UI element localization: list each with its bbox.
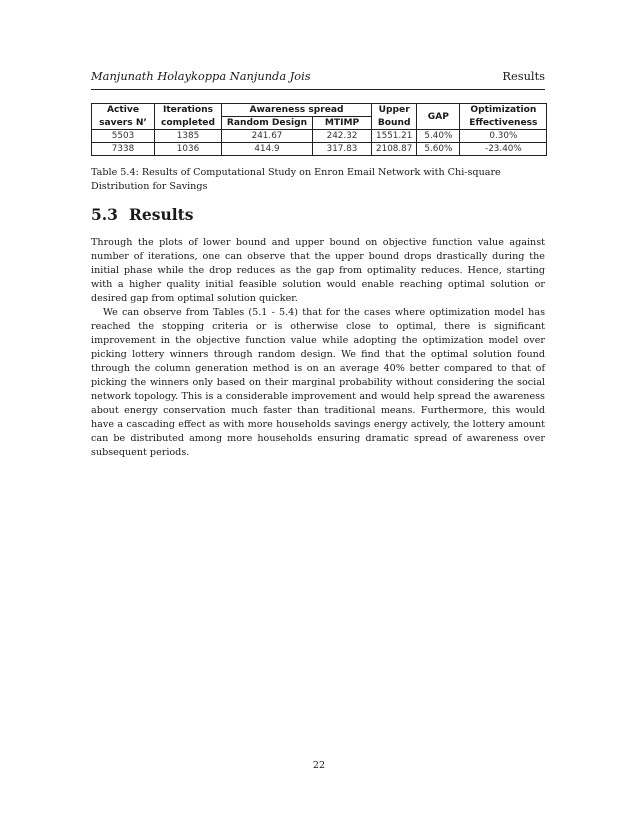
- cell-random-design: 414.9: [222, 143, 313, 156]
- table-header-row-2: [92, 117, 547, 130]
- table-row: [92, 143, 547, 156]
- header-random-design: Random Design: [222, 117, 313, 130]
- header-optimization-1: Optimization: [460, 104, 547, 117]
- header-iterations-1: Iterations: [155, 104, 222, 117]
- header-active-1: Active: [92, 104, 155, 117]
- section-number: 5.3: [91, 205, 118, 224]
- cell-mtimp: 317.83: [313, 143, 372, 156]
- body-text: [91, 236, 545, 460]
- cell-gap: 5.40%: [417, 130, 460, 143]
- cell-active: 7338: [92, 143, 155, 156]
- running-header: [91, 69, 545, 85]
- header-iterations-2: completed: [155, 117, 222, 130]
- header-mtimp: MTIMP: [313, 117, 372, 130]
- cell-active: 5503: [92, 130, 155, 143]
- table-header-row-1: [92, 104, 547, 117]
- cell-optimization: -23.40%: [460, 143, 547, 156]
- header-rule: [91, 89, 545, 90]
- header-gap: GAP: [417, 104, 460, 130]
- table-caption: Table 5.4: Results of Computational Study on Enron Email Network with Chi-square Distribution for Savings: [91, 167, 501, 192]
- results-table: [91, 103, 547, 156]
- paragraph: We can observe from Tables (5.1 - 5.4) that for the cases where optimization model has reached the stopping criteria or is otherwise close to optimal, there is significant improvement in the objective function value while adopting the optimization model over picking lottery winners through random design. We find that the optimal solution found through the column generation method is on an average 40% better compared to that of picking the winners only based on their marginal probability without considering the social network topology. This is a considerable improvement and would help spread the awareness about energy conservation much faster than traditional means. Furthermore, this would have a cascading effect as with more households savings energy actively, the lottery amount can be distributed among more households ensuring dramatic spread of awareness over subsequent periods.: [91, 307, 545, 458]
- cell-optimization: 0.30%: [460, 130, 547, 143]
- cell-mtimp: 242.32: [313, 130, 372, 143]
- header-upper-2: Bound: [372, 117, 417, 130]
- header-optimization-2: Effectiveness: [460, 117, 547, 130]
- header-awareness-spread: Awareness spread: [222, 104, 372, 117]
- paragraph: Through the plots of lower bound and upper bound on objective function value against number of iterations, one can observe that the upper bound drops drastically during the initial phase while the drop reduces as the gap from optimality reduces. Hence, starting with a higher quality initial feasible solution would enable reaching optimal solution or desired gap from optimal solution quicker.: [91, 237, 545, 304]
- header-upper-1: Upper: [372, 104, 417, 117]
- cell-gap: 5.60%: [417, 143, 460, 156]
- cell-random-design: 241.67: [222, 130, 313, 143]
- cell-iterations: 1385: [155, 130, 222, 143]
- header-section: Results: [502, 69, 545, 83]
- cell-upper-bound: 2108.87: [372, 143, 417, 156]
- section-heading: [91, 205, 194, 224]
- header-active-2: savers N’: [92, 117, 155, 130]
- table-row: [92, 130, 547, 143]
- cell-iterations: 1036: [155, 143, 222, 156]
- section-title: Results: [129, 205, 194, 224]
- page-number: 22: [312, 760, 326, 771]
- cell-upper-bound: 1551.21: [372, 130, 417, 143]
- header-author: Manjunath Holaykoppa Nanjunda Jois: [91, 69, 311, 83]
